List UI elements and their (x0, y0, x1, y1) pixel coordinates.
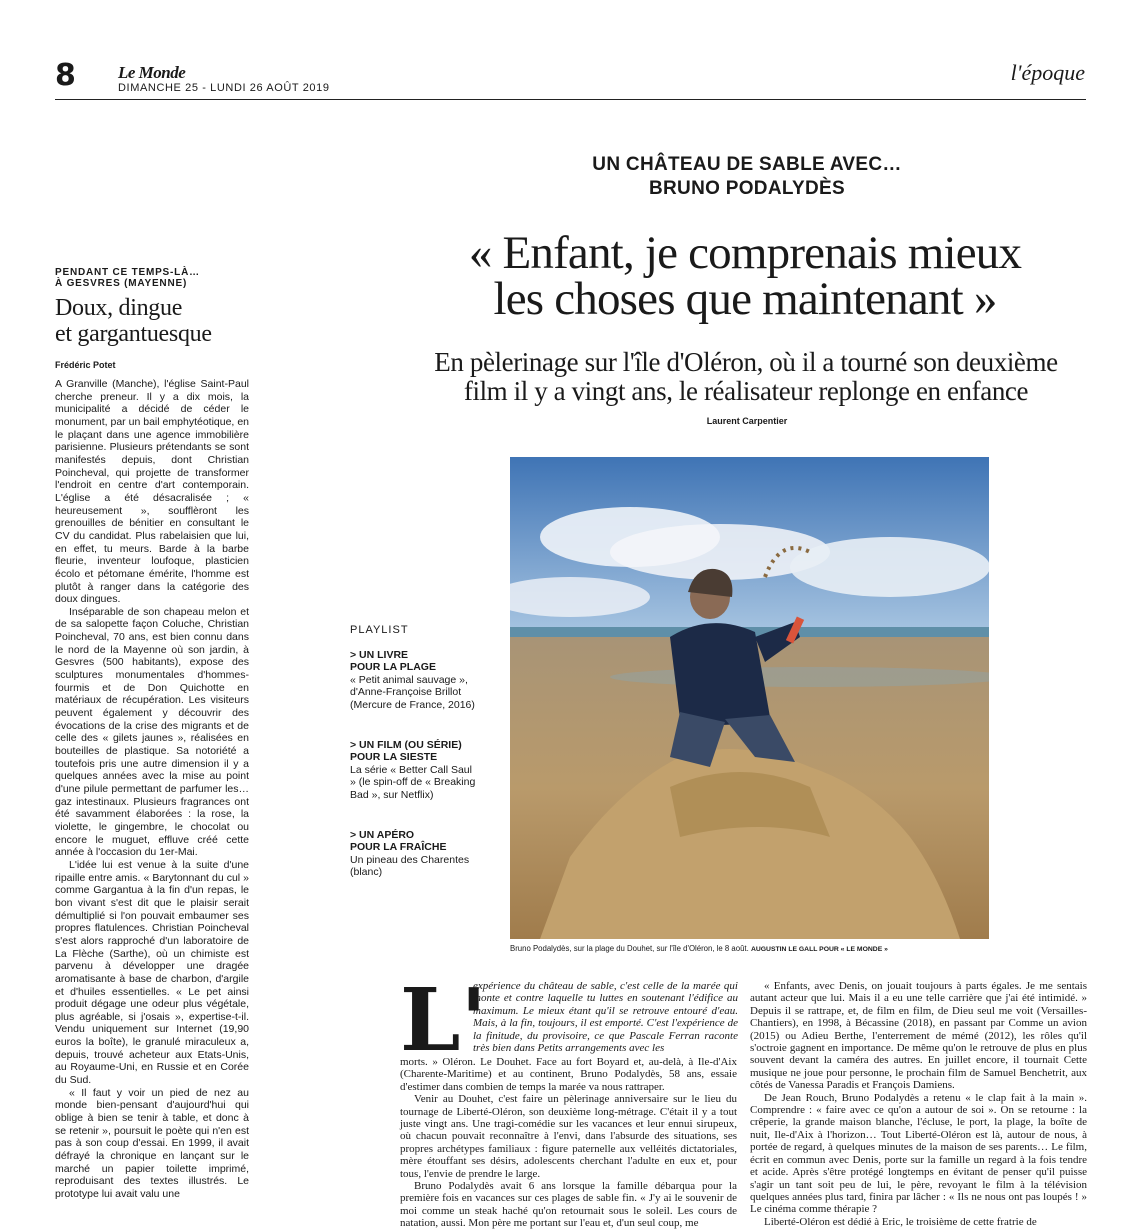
header-rule (55, 99, 1086, 100)
playlist-item-title: POUR LA FRAÎCHE (350, 841, 447, 854)
sidebar-kicker-line: À GESVRES (MAYENNE) (55, 278, 188, 289)
playlist-item-title: POUR LA SIESTE (350, 751, 438, 764)
subhead-line: En pèlerinage sur l'île d'Oléron, où il a tourné son deuxième (434, 347, 1058, 377)
issue-date: DIMANCHE 25 - LUNDI 26 AOÛT 2019 (118, 82, 330, 94)
article-paragraph: « Enfants, avec Denis, on jouait toujours à parts égales. Je me sentais autant acteur que lui. Mais il a eu une telle carrière que j'ai été intimidé. » Depuis il se rattrape, et, de film en film, de Dieu seul me voit (Versailles-Chantiers), en 1998, à Bécassine (2018), en passant par Comme un avion (2015) ou Adieu Berthe, l'enterrement de mémé (2012), les rôles qu'il s'octroie gagnent en importance. De même qu'on le retrouve de plus en plus souvent devant la caméra des autres. En juillet encore, il tournait Cette musique ne joue pour personne, le prochain film de Samuel Benchetrit, aux côtés de Vanessa Paradis et François Damiens. (750, 980, 1087, 1092)
sidebar-paragraph: L'idée lui est venue à la suite d'une ripaille entre amis. « Barytonnant du cul » comme Gargantua à la fin d'un repas, le bon vivant s'est dit que le plaisir serait démultiplié si l'on pouvait embaumer ses propres flatulences. Christian Poincheval s'est alors rapproché d'un laboratoire de La Flèche (Sarthe), où un chimiste est parvenu à développer une dragée aromatisante à base de charbon, d'argile et d'huiles essentielles. « Le pet ainsi produit dégage une odeur plus végétale, plus agréable, si j'osais », expertise-t-il. Vendu uniquement sur Internet (19,90 euros la boîte), le granulé miraculeux a, depuis, trouvé acheteur aux Etats-Unis, au Royaume-Uni, en Russie et en Corée du Sud. (55, 858, 249, 1087)
article-column-2 (750, 980, 1087, 1228)
playlist-item (350, 739, 478, 801)
article-column-1 (400, 1056, 737, 1230)
playlist-item-title: > UN APÉRO (350, 829, 415, 841)
article-paragraph: Venir au Douhet, c'est faire un pèlerinage anniversaire sur le lieu du tournage de Liberté-Oléron, son deuxième long-métrage. C'était il y a tout juste vingt ans. Une tragi-comédie sur les vacances et leur ennui sirupeux, où chacun pouvait reconnaître à l'envi, dans l'absurde des situations, ses propres archétypes familiaux : figure paternelle aux velléités dictatoriales, mère étouffant ses désirs, adolescents cherchant l'adulte en eux et, pour tous, l'envie de prendre le large. (400, 1093, 737, 1180)
newspaper-logo: Le Monde (118, 63, 186, 82)
article-lead: expérience du château de sable, c'est celle de la marée qui monte et contre laquelle tu luttes en soutenant l'édifice au maximum. Le mieux étant qu'il se retrouve entouré d'eau. Mais, à la fin, toujours, il est emporté. C'est l'expérience de la finitude, du provisoire, ce que Pascale Ferran raconte très bien dans Petits arrangements avec les (473, 980, 738, 1055)
playlist-item-title: > UN LIVRE (350, 649, 409, 661)
headline-line: « Enfant, je comprenais mieux (468, 227, 1022, 279)
playlist-heading: PLAYLIST (350, 624, 409, 636)
caption-text: Bruno Podalydès, sur la plage du Douhet, sur l'île d'Oléron, le 8 août. (510, 944, 749, 953)
playlist-item-title: > UN FILM (OU SÉRIE) (350, 739, 462, 751)
article-paragraph: Liberté-Oléron est dédié à Eric, le troisième de cette fratrie de (764, 1215, 1037, 1228)
article-kicker (510, 153, 984, 201)
sidebar-paragraph: A Granville (Manche), l'église Saint-Paul cherche preneur. Il y a dix mois, la municipalité a décidé de céder le monument, par un bail emphytéotique, en le plaçant dans une agence immobilière parisienne. Plusieurs prétendants se sont manifestés depuis, dont Christian Poincheval, qui projette de transformer l'endroit en centre d'art contemporain. L'église a été désacralisée ; « heureusement », soufflèront les grenouilles de bénitier en consultant le CV du candidat. Plus rabelaisien que lui, en effet, tu meurs. Barde à la barbe fleurie, inventeur loufoque, plasticien écolo et pétomane émérite, l'homme est plutôt à ranger dans la catégorie des doux dingues. (55, 378, 249, 606)
article-paragraph: Bruno Podalydès avait 6 ans lorsque la famille débarqua pour la première fois en vacances sur ces plages de sable fin. « J'y ai le souvenir de moi comme un steak haché qu'on retournait sous le soleil. Les cours de natation, aussi. Mon père me portant sur l'eau et, d'un seul coup, me (400, 1180, 737, 1230)
sidebar-paragraph: « Il faut y voir un pied de nez au monde bien-pensant d'aujourd'hui qui oblige à bien se tenir à table, et donc à se retenir », poursuit le poète qui n'en est pas à son coup d'essai. En 1999, il avait défrayé la chronique en lançant sur le marché un papier toilette imprimé, reproduisant des textes illustrés. Le prototype lui avait valu une (55, 1086, 249, 1200)
sidebar-paragraph: Inséparable de son chapeau melon et de sa salopette façon Coluche, Christian Poincheval, 70 ans, est bien connu dans le nord de la Mayenne où son jardin, à Gesvres (500 habitants), expose des sculptures monumentales d'hommes-fourmis et de Don Quichotte en matériaux de récupération. Les visiteurs peuvent également y découvrir des évocations de la crise des migrants et de celle des « gilets jaunes », réalisées en bouteilles de plastique. Sa notoriété a toutefois pris une autre dimension il y a quelques années avec la mise au point d'une pilule permettant de parfumer les… gaz intestinaux. Plusieurs fragrances ont été savamment élaborées : la rose, la violette, le gingembre, le chocolat ou encore le muguet, effluve créé cette année à l'occasion du 1er-Mai. (55, 605, 249, 859)
sidebar-title-line: Doux, dingue (55, 295, 183, 321)
cloud (790, 537, 989, 597)
sidebar-title-line: et gargantuesque (55, 321, 212, 347)
photo-credit: AUGUSTIN LE GALL POUR « LE MONDE » (750, 946, 888, 953)
kicker-line: UN CHÂTEAU DE SABLE AVEC… (592, 154, 902, 175)
subhead-line: film il y a vingt ans, le réalisateur replonge en enfance (463, 376, 1029, 406)
article-paragraph: De Jean Rouch, Bruno Podalydès a retenu « le clap fait à la main ». Comprendre : « faire avec ce qu'on a autour de soi ». On se retourne : la crêperie, la grande maison blanche, l'écluse, le port, la plage, la boîte de nuit, Ile-d'Aix à l'horizon… Tout Liberté-Oléron est là, autour de nous, à portée de regard, à quelques minutes de la maison de ses parents… Le film, écrit en commun avec Denis, porte sur la famille un regard à la fois tendre et acide. Après s'être protégé longtemps en évitant de penser qu'il puisse s'agir un tant soit peu de lui, le père, revoyant le film à la télévision quelques années plus tard, finira par lâcher : « Ils ne nous ont pas loupés ! » Le cinéma comme thérapie ? (750, 1091, 1087, 1216)
man-sweater (670, 623, 770, 725)
sidebar-title (55, 295, 255, 347)
beach-photo-illustration (510, 457, 989, 939)
playlist-item-text: La série « Better Call Saul » (le spin-off de « Breaking Bad », sur Netflix) (350, 763, 476, 801)
playlist-item (350, 649, 478, 711)
page-number: 8 (55, 58, 76, 93)
article-paragraph: morts. » Oléron. Le Douhet. Face au fort Boyard et, au-delà, à Ile-d'Aix (Charente-Maritime) et au continent, Bruno Podalydès, 58 ans, essaie d'estimer dans combien de temps la marée va nous rattraper. (400, 1056, 737, 1093)
kicker-line: BRUNO PODALYDÈS (649, 178, 845, 199)
sidebar-author: Frédéric Potet (55, 360, 116, 370)
article-headline (420, 227, 1070, 325)
sidebar-body (55, 378, 249, 1201)
playlist-item-title: POUR LA PLAGE (350, 661, 436, 674)
drop-cap: L' (400, 970, 487, 1071)
headline-line: les choses que maintenant » (493, 273, 997, 325)
playlist-item (350, 829, 478, 879)
playlist-item-text: « Petit animal sauvage », d'Anne-Françoise Brillot (Mercure de France, 2016) (350, 673, 475, 711)
playlist-item-text: Un pineau des Charentes (blanc) (350, 853, 470, 879)
section-title: l'époque (1010, 60, 1085, 85)
article-subhead (400, 348, 1092, 406)
sidebar-kicker-line: PENDANT CE TEMPS-LÀ… (55, 267, 200, 278)
photo-caption (510, 944, 888, 953)
sidebar-kicker (55, 267, 255, 289)
article-byline: Laurent Carpentier (706, 416, 788, 426)
article-photo (510, 457, 989, 939)
